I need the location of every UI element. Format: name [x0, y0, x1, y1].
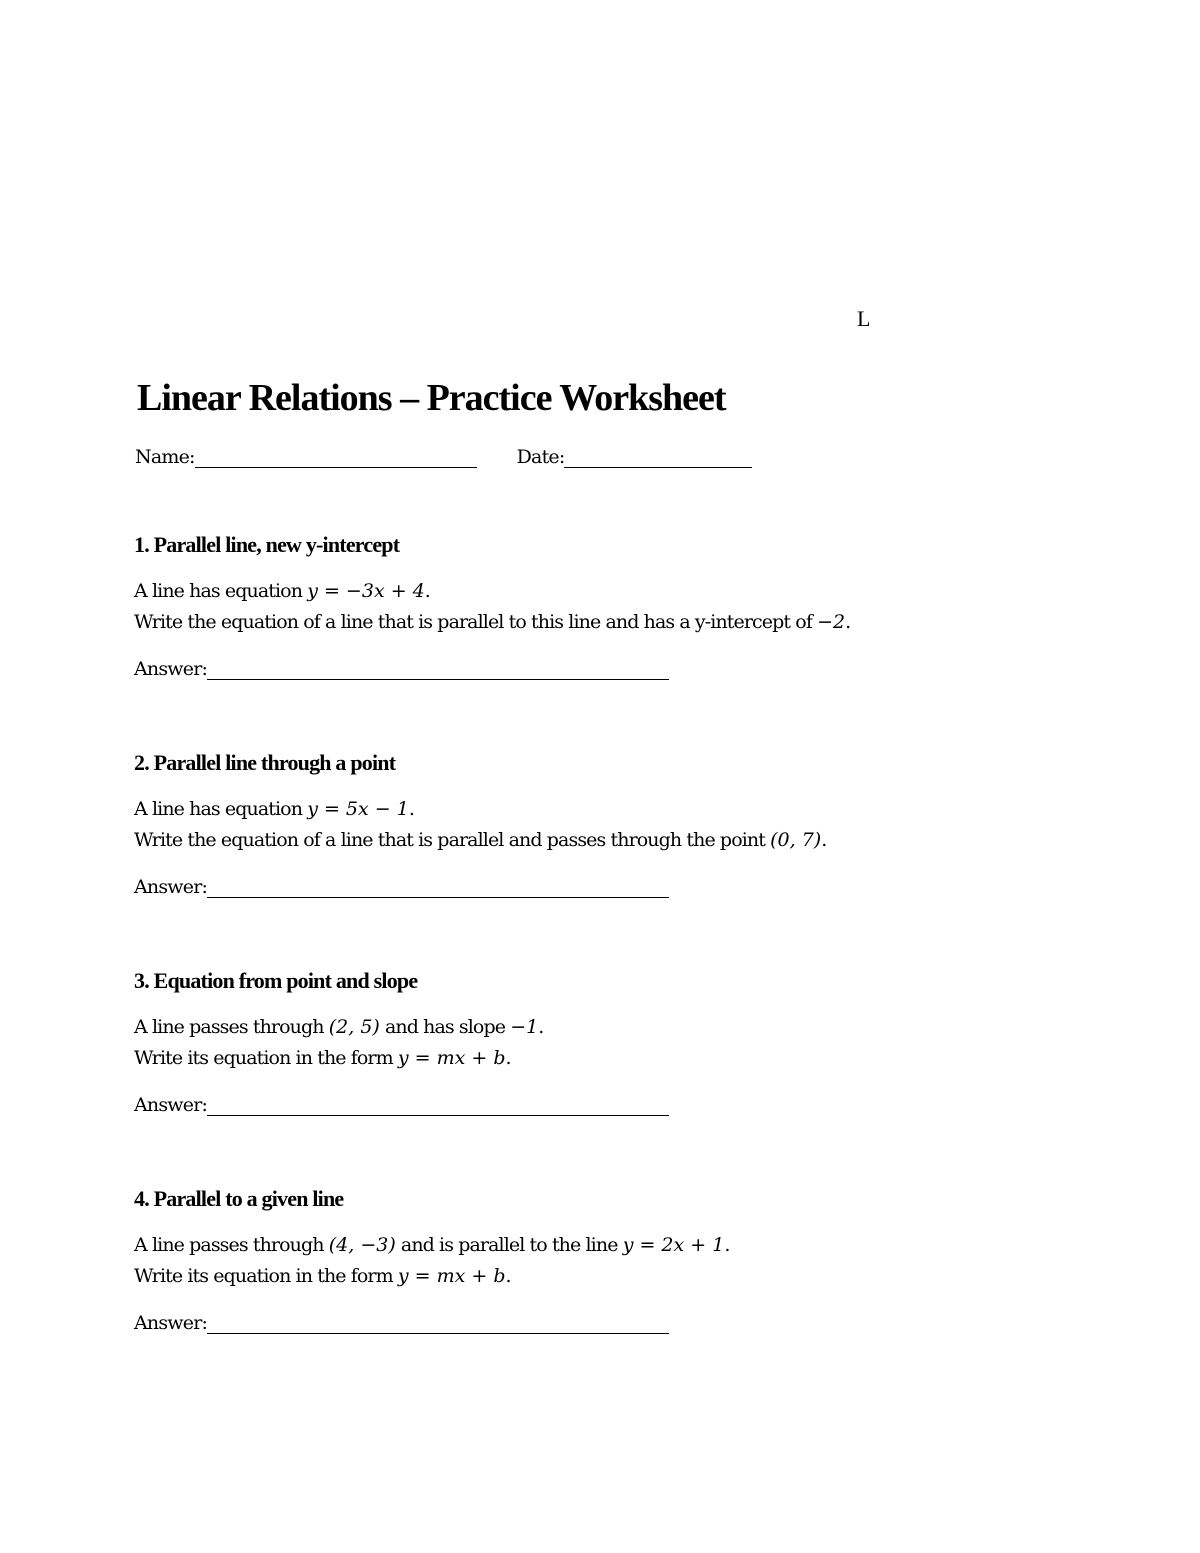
text-segment: . [845, 611, 851, 633]
answer-label: Answer: [134, 876, 208, 898]
date-label: Date: [516, 446, 565, 468]
page-title: Linear Relations – Practice Worksheet [137, 377, 726, 419]
problem-heading: 1. Parallel line, new y-intercept [134, 532, 400, 557]
problem-line [134, 607, 1034, 638]
problem-line [134, 1012, 1034, 1043]
date-field[interactable] [564, 447, 752, 468]
problem-line [134, 576, 1034, 607]
problem-text [134, 1012, 1034, 1074]
text-segment: . [505, 1265, 511, 1287]
math-expression: y = mx + b [397, 1047, 506, 1069]
answer-label: Answer: [134, 1094, 208, 1116]
answer-label: Answer: [134, 658, 208, 680]
text-segment: . [538, 1016, 544, 1038]
problem-heading: 3. Equation from point and slope [134, 968, 418, 993]
problem-text [134, 1230, 1034, 1292]
math-expression: y = 5x − 1 [307, 798, 409, 820]
problem-4 [134, 1186, 1034, 1334]
text-segment: Write its equation in the form [134, 1265, 398, 1287]
answer-field[interactable] [207, 877, 669, 898]
name-label: Name: [135, 446, 195, 468]
math-expression: y = −3x + 4 [307, 580, 425, 602]
text-segment: and is parallel to the line [395, 1234, 623, 1256]
problem-line [134, 825, 1034, 856]
problem-3 [134, 968, 1034, 1116]
problem-line [134, 1230, 1034, 1261]
corner-mark: L [857, 306, 871, 331]
text-segment: A line passes through [134, 1234, 329, 1256]
name-date-row [135, 446, 752, 468]
answer-field[interactable] [207, 1313, 669, 1334]
math-expression: (4, −3) [328, 1234, 396, 1256]
text-segment: Write its equation in the form [134, 1047, 398, 1069]
math-expression: −1 [510, 1016, 539, 1038]
problem-heading: 2. Parallel line through a point [134, 750, 396, 775]
problem-2 [134, 750, 1034, 898]
problem-text [134, 794, 1034, 856]
answer-label: Answer: [134, 1312, 208, 1334]
text-segment: Write the equation of a line that is parallel and passes through the point [134, 829, 771, 851]
answer-row [134, 1312, 1034, 1334]
text-segment: . [821, 829, 827, 851]
text-segment: and has slope [379, 1016, 511, 1038]
text-segment: Write the equation of a line that is parallel to this line and has a y-intercept of [134, 611, 818, 633]
text-segment: A line has equation [134, 580, 308, 602]
text-segment: . [408, 798, 414, 820]
answer-field[interactable] [207, 659, 669, 680]
problem-line [134, 794, 1034, 825]
text-segment: . [724, 1234, 730, 1256]
answer-row [134, 1094, 1034, 1116]
text-segment: . [505, 1047, 511, 1069]
answer-row [134, 876, 1034, 898]
math-expression: (0, 7) [770, 829, 822, 851]
math-expression: y = 2x + 1 [622, 1234, 725, 1256]
answer-row [134, 658, 1034, 680]
answer-field[interactable] [207, 1095, 669, 1116]
text-segment: A line has equation [134, 798, 308, 820]
problem-text [134, 576, 1034, 638]
problem-line [134, 1043, 1034, 1074]
problem-heading: 4. Parallel to a given line [134, 1186, 344, 1211]
text-segment: . [424, 580, 430, 602]
math-expression: (2, 5) [328, 1016, 380, 1038]
problem-line [134, 1261, 1034, 1292]
math-expression: y = mx + b [397, 1265, 506, 1287]
problem-1 [134, 532, 1034, 680]
name-field[interactable] [195, 447, 477, 468]
math-expression: −2 [817, 611, 846, 633]
text-segment: A line passes through [134, 1016, 329, 1038]
